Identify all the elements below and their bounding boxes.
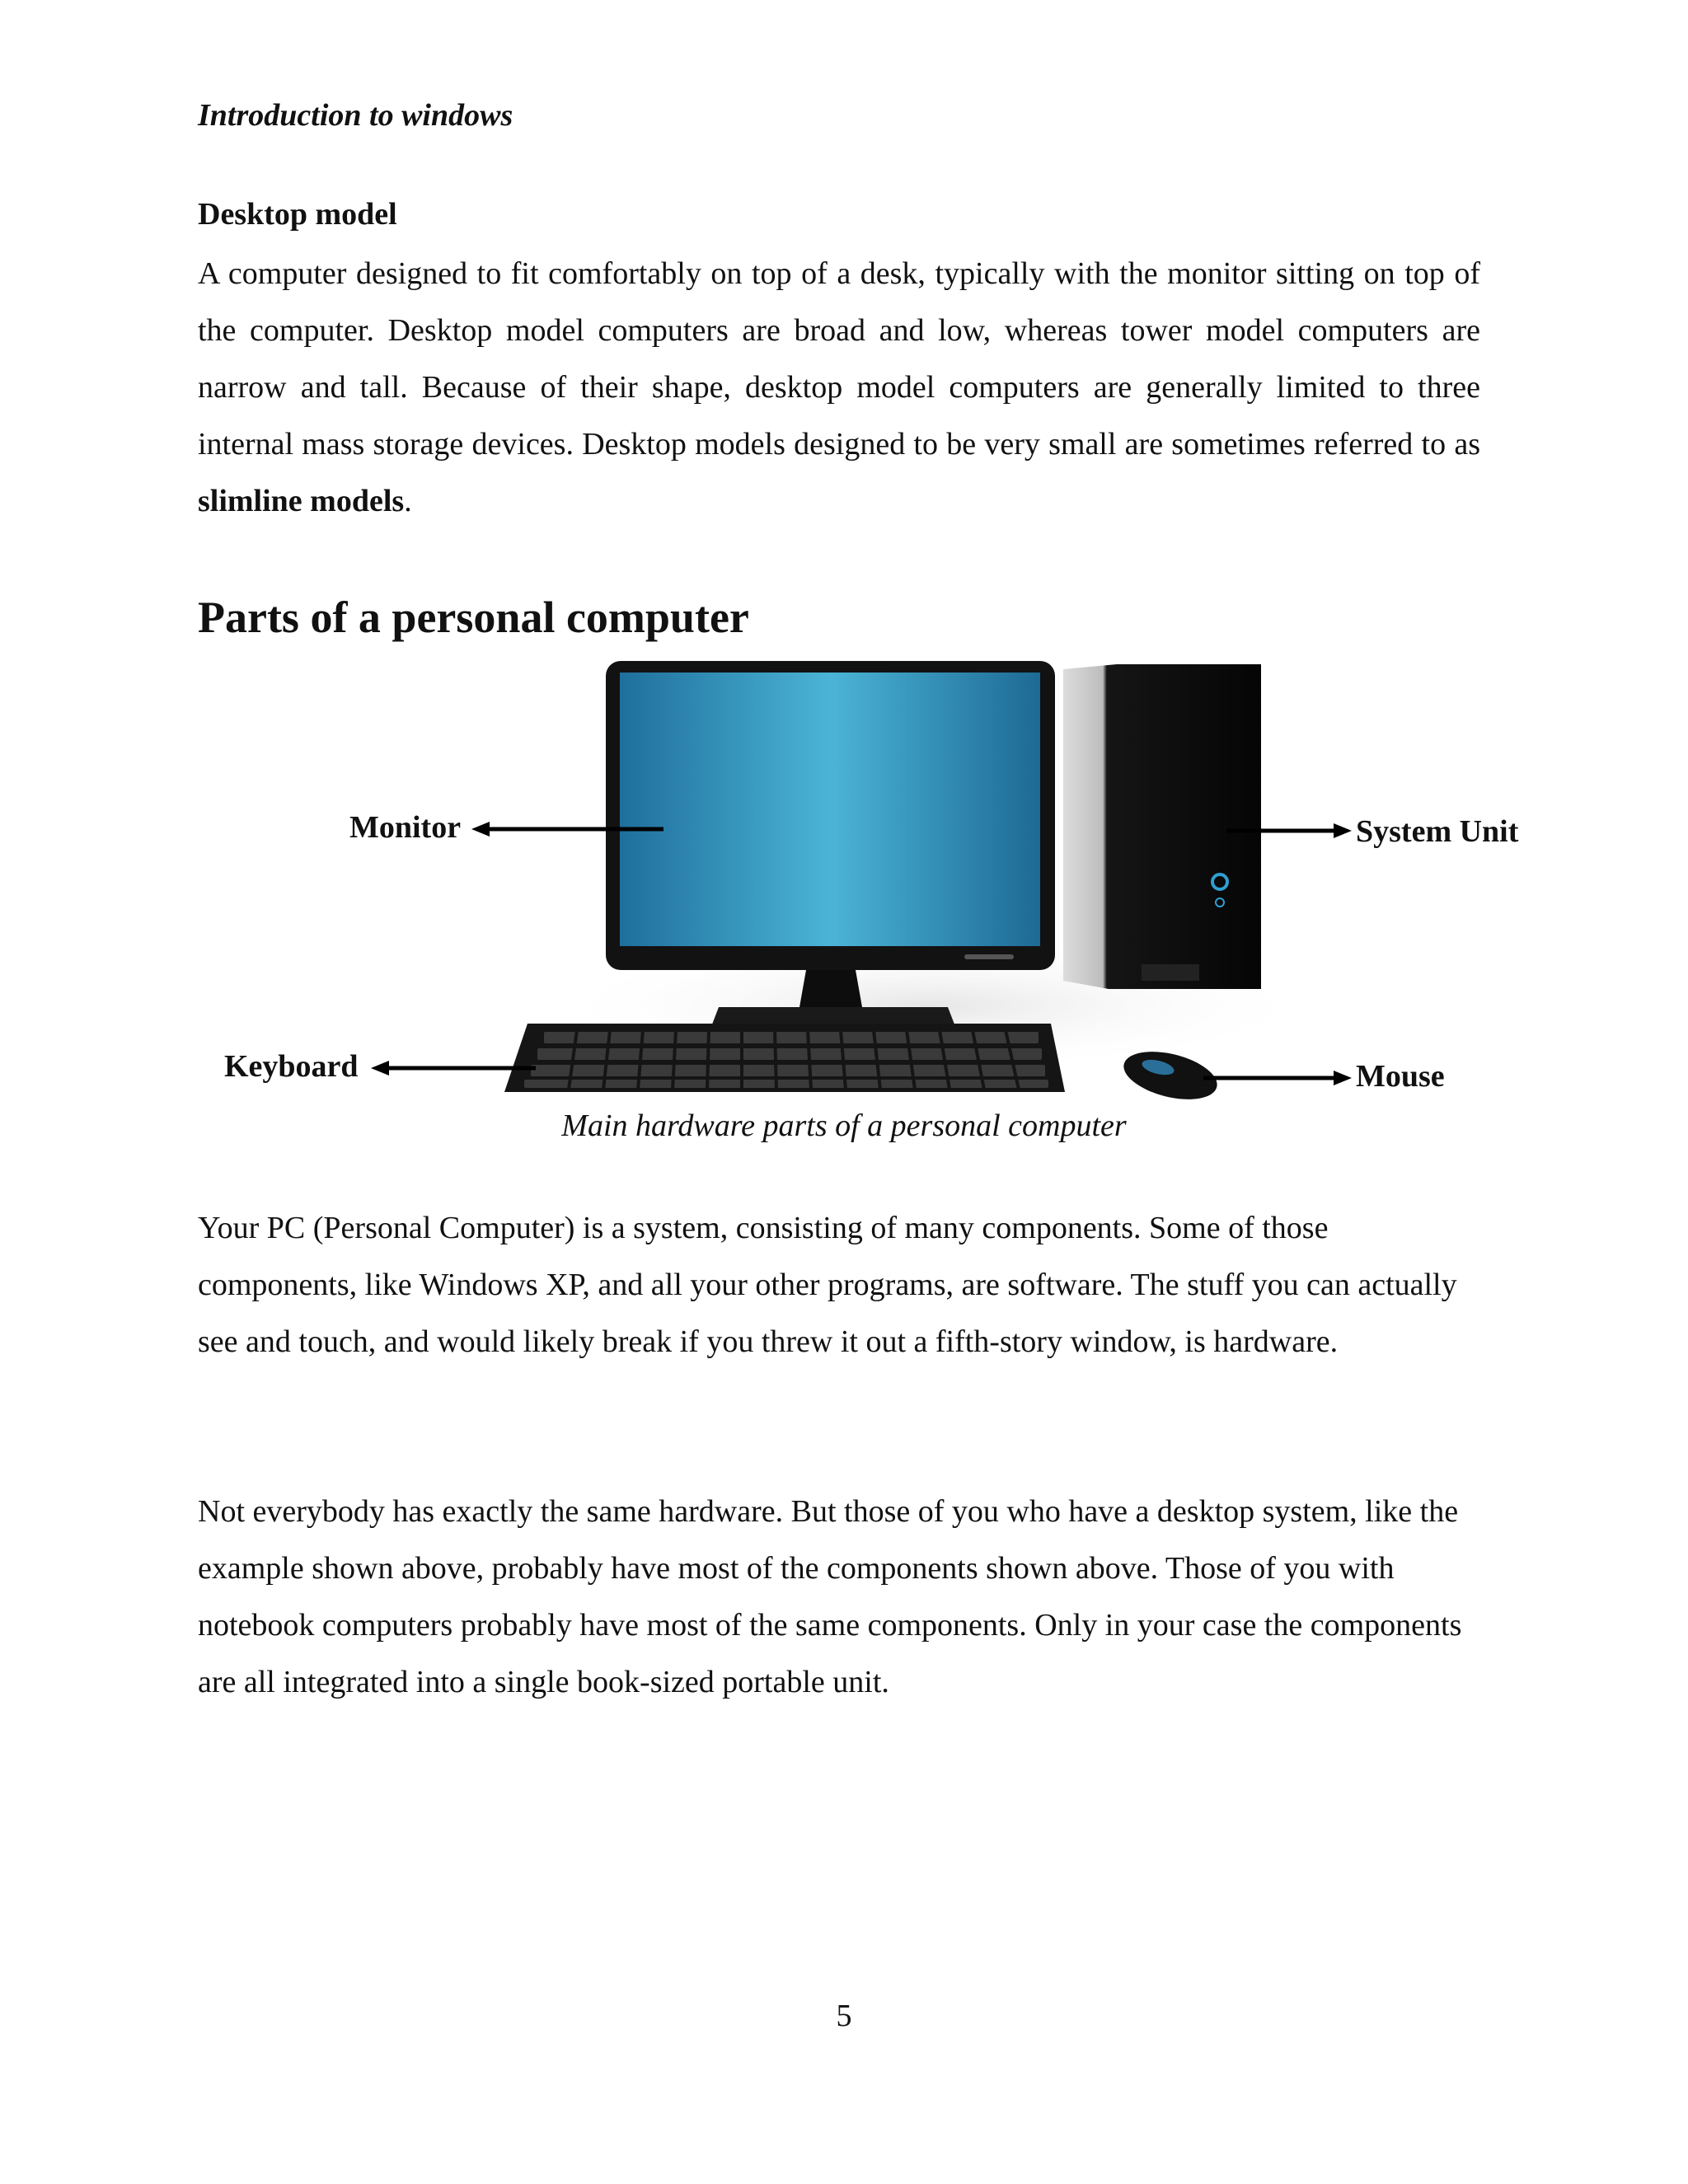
page-number: 5 bbox=[836, 1999, 852, 2033]
desktop-text: A computer designed to fit comfortably on top of a desk, typically with the monitor sitting on top of the computer. Desktop model computers are broad and low, whereas tower model computers are narrow and tall. Because of their shape, desktop model computers are generally limited to three internal mass storage devices. Desktop models designed to be very small are sometimes referred to as bbox=[198, 256, 1480, 462]
hardware-variation-paragraph: Not everybody has exactly the same hardware. But those of you who have a desktop system, like the example shown above, probably have most of the components shown above. Those of you with notebook computers probably have most of the same components. Only in your case the components are all integrated into a single book-sized portable unit. bbox=[198, 1494, 1462, 1699]
pc-illustration bbox=[0, 651, 1688, 1113]
figure-caption: Main hardware parts of a personal computer bbox=[561, 1108, 1127, 1143]
section-title-parts: Parts of a personal computer bbox=[198, 593, 749, 642]
system-unit-arrowhead bbox=[1334, 823, 1352, 838]
label-system-unit: System Unit bbox=[1356, 814, 1519, 849]
system-unit-image bbox=[1063, 664, 1261, 989]
running-title: Introduction to windows bbox=[198, 98, 513, 133]
desktop-text-end: . bbox=[404, 484, 412, 518]
pc-system-paragraph: Your PC (Personal Computer) is a system, consisting of many components. Some of those components, like Windows XP, and all your other programs, are software. The stuff you can actually see and touch, and would likely break if you threw it out a fifth-story window, is hardware. bbox=[198, 1211, 1457, 1359]
slimline-term: slimline models bbox=[198, 484, 405, 518]
label-monitor: Monitor bbox=[349, 810, 462, 845]
section-title-desktop-model: Desktop model bbox=[198, 197, 397, 232]
label-mouse: Mouse bbox=[1356, 1059, 1445, 1094]
pc-figure bbox=[0, 651, 1688, 1113]
keyboard-arrowhead bbox=[371, 1061, 389, 1076]
label-keyboard: Keyboard bbox=[224, 1049, 359, 1084]
desktop-model-paragraph bbox=[198, 246, 1480, 530]
mouse-arrowhead bbox=[1334, 1071, 1352, 1085]
keyboard-image bbox=[504, 1024, 1065, 1092]
monitor-arrowhead bbox=[471, 822, 490, 837]
